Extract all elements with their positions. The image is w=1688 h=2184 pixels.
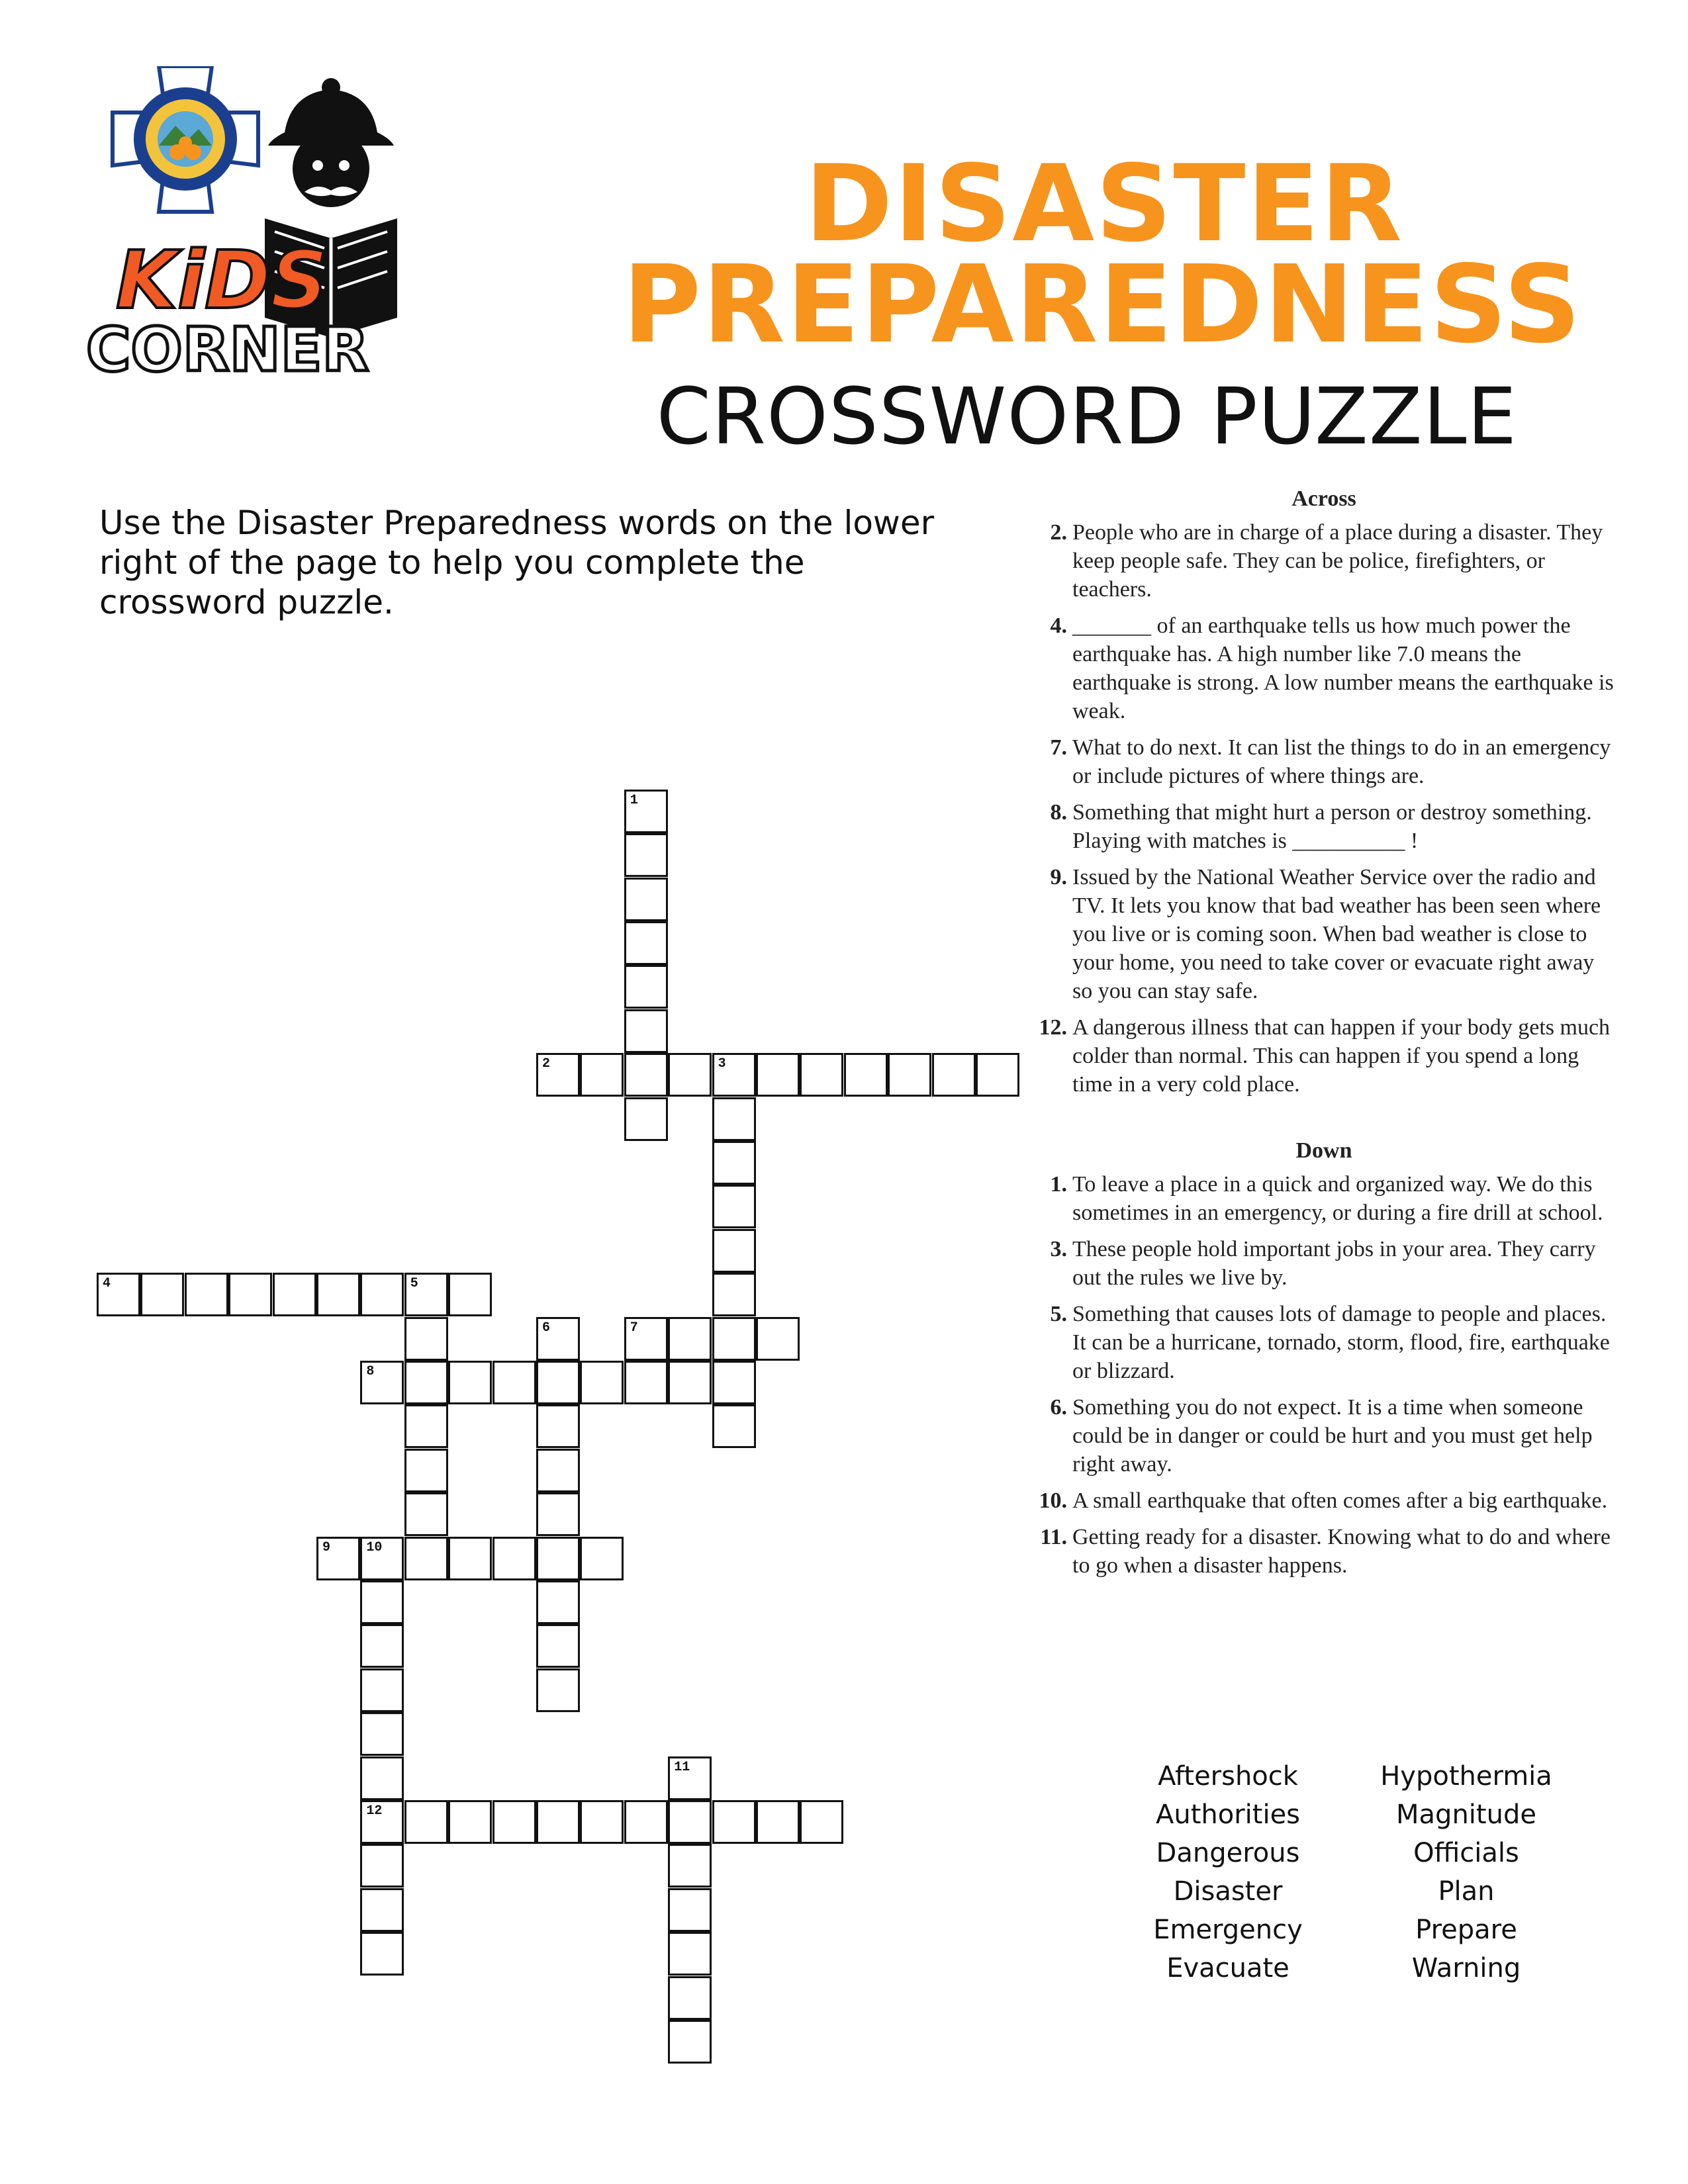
- cell-number: 6: [542, 1320, 551, 1336]
- crossword-cell[interactable]: [360, 1273, 404, 1316]
- cell-number: 8: [366, 1364, 375, 1379]
- crossword-cell[interactable]: [404, 1361, 448, 1404]
- crossword-cell[interactable]: [668, 2020, 712, 2064]
- clue-number: 6.: [1050, 1395, 1067, 1420]
- crossword-cell[interactable]: [580, 1361, 624, 1404]
- crossword-cell[interactable]: [404, 1800, 448, 1844]
- across-clue: [1033, 798, 1615, 855]
- instructions-text: Use the Disaster Preparedness words on the lower right of the page to help you complete the crossword puzzle.: [99, 504, 935, 621]
- word-bank-item: Evacuate: [1166, 1953, 1289, 1983]
- crossword-cell[interactable]: [448, 1361, 492, 1404]
- crossword-cell[interactable]: [536, 1449, 580, 1492]
- clues-panel: [1033, 486, 1615, 1588]
- crossword-cell[interactable]: [668, 1844, 712, 1888]
- across-heading: Across: [1291, 486, 1356, 511]
- crossword-cell[interactable]: [624, 921, 668, 965]
- crossword-cell[interactable]: [800, 1800, 843, 1844]
- clue-text: Issued by the National Weather Service over the radio and TV. It lets you know that bad weather has been seen where you live or is coming soon. When bad weather is close to your home, you need to take cover or evacuate right away so you can stay safe.: [1072, 865, 1601, 1003]
- word-bank-column-2: [1357, 1757, 1575, 1987]
- clue-text: A dangerous illness that can happen if your body gets much colder than normal. This can happen if you spend a long time in a very cold place.: [1072, 1015, 1611, 1097]
- across-clue: [1033, 518, 1615, 604]
- crossword-cell[interactable]: [536, 1537, 580, 1580]
- cell-number: 11: [674, 1759, 690, 1775]
- crossword-cell[interactable]: [712, 1361, 756, 1404]
- crossword-cell[interactable]: [712, 1273, 756, 1316]
- crossword-cell[interactable]: [536, 1492, 580, 1536]
- crossword-cell[interactable]: [536, 1580, 580, 1624]
- cell-number: 9: [322, 1539, 331, 1555]
- down-clue-list: [1033, 1170, 1615, 1580]
- crossword-cell[interactable]: [668, 1800, 712, 1844]
- page-title-line-1: DISASTER: [804, 142, 1403, 265]
- crossword-cell[interactable]: [185, 1273, 228, 1316]
- word-bank-item: Disaster: [1173, 1876, 1283, 1907]
- word-bank-item: Aftershock: [1158, 1761, 1298, 1792]
- crossword-cell[interactable]: [316, 1273, 360, 1316]
- kids-corner-wordmark: [86, 66, 417, 384]
- crossword-cell[interactable]: [624, 1053, 668, 1097]
- crossword-cell[interactable]: [624, 833, 668, 877]
- word-bank-item: Prepare: [1415, 1915, 1517, 1945]
- crossword-cell[interactable]: [668, 1317, 712, 1361]
- crossword-cell[interactable]: [360, 1537, 404, 1580]
- crossword-cell[interactable]: [712, 1404, 756, 1448]
- crossword-cell[interactable]: [404, 1404, 448, 1448]
- crossword-cell[interactable]: [668, 1932, 712, 1976]
- crossword-cell[interactable]: [844, 1053, 888, 1097]
- down-clue: [1033, 1393, 1615, 1479]
- clue-number: 11.: [1040, 1525, 1067, 1549]
- word-bank-column-1: [1119, 1757, 1337, 1987]
- clue-number: 1.: [1050, 1172, 1067, 1197]
- word-bank-item: Authorities: [1155, 1799, 1301, 1830]
- word-bank-item: Plan: [1438, 1876, 1495, 1907]
- crossword-cell[interactable]: [360, 1668, 404, 1712]
- across-clue: [1033, 1013, 1615, 1099]
- crossword-cell[interactable]: [360, 1932, 404, 1976]
- crossword-cell[interactable]: [580, 1537, 624, 1580]
- crossword-cell[interactable]: [712, 1185, 756, 1228]
- clue-text: What to do next. It can list the things to do in an emergency or include pictures of where things are.: [1072, 735, 1611, 788]
- crossword-cell[interactable]: [668, 1976, 712, 2020]
- crossword-cell[interactable]: [624, 965, 668, 1009]
- down-clue: [1033, 1170, 1615, 1227]
- crossword-cell[interactable]: [448, 1537, 492, 1580]
- crossword-cell[interactable]: [404, 1537, 448, 1580]
- crossword-cell[interactable]: [97, 1273, 140, 1316]
- down-clue: [1033, 1300, 1615, 1385]
- crossword-cell[interactable]: [624, 1317, 668, 1361]
- crossword-cell[interactable]: [624, 878, 668, 921]
- crossword-cell[interactable]: [448, 1273, 492, 1316]
- crossword-cell[interactable]: [360, 1888, 404, 1932]
- crossword-cell[interactable]: [580, 1800, 624, 1844]
- clue-number: 4.: [1050, 614, 1067, 638]
- crossword-cell[interactable]: [756, 1800, 800, 1844]
- crossword-cell[interactable]: [712, 1141, 756, 1185]
- crossword-cell[interactable]: [360, 1624, 404, 1668]
- crossword-cell[interactable]: [492, 1800, 536, 1844]
- crossword-cell[interactable]: [756, 1317, 800, 1361]
- crossword-cell[interactable]: [140, 1273, 184, 1316]
- crossword-cell[interactable]: [624, 790, 668, 833]
- crossword-cell[interactable]: [756, 1053, 800, 1097]
- across-clue: [1033, 733, 1615, 790]
- crossword-cell[interactable]: [536, 1404, 580, 1448]
- clue-number: 10.: [1039, 1488, 1067, 1513]
- crossword-cell[interactable]: [404, 1273, 448, 1316]
- clue-text: A small earthquake that often comes after a big earthquake.: [1072, 1488, 1608, 1513]
- clue-text: These people hold important jobs in your area. They carry out the rules we live by.: [1072, 1237, 1596, 1290]
- kids-corner-logo: [86, 66, 417, 384]
- crossword-cell[interactable]: [624, 1361, 668, 1404]
- crossword-cell[interactable]: [316, 1537, 360, 1580]
- crossword-cell[interactable]: [668, 1361, 712, 1404]
- word-bank-item: Officials: [1413, 1838, 1519, 1868]
- across-clue: [1033, 863, 1615, 1005]
- clue-text: Something that might hurt a person or destroy something. Playing with matches is __________ !: [1072, 800, 1592, 853]
- corner-wordmark: CORNER: [86, 314, 369, 384]
- crossword-cell[interactable]: [624, 1097, 668, 1141]
- cell-number: 7: [630, 1320, 638, 1336]
- crossword-cell[interactable]: [668, 1756, 712, 1800]
- across-clue: [1033, 612, 1615, 725]
- crossword-cell[interactable]: [360, 1756, 404, 1800]
- page-title-line-2: PREPAREDNESS: [622, 243, 1582, 367]
- crossword-cell[interactable]: [536, 1317, 580, 1361]
- cell-number: 3: [718, 1056, 726, 1072]
- crossword-cell[interactable]: [580, 1053, 624, 1097]
- crossword-cell[interactable]: [712, 1229, 756, 1273]
- crossword-cell[interactable]: [624, 1009, 668, 1053]
- clue-number: 12.: [1039, 1015, 1067, 1040]
- cell-number: 12: [366, 1803, 383, 1819]
- page-subtitle: CROSSWORD PUZZLE: [656, 371, 1517, 462]
- cell-number: 1: [630, 792, 638, 808]
- crossword-cell[interactable]: [668, 1888, 712, 1932]
- clue-number: 8.: [1050, 800, 1067, 825]
- crossword-cell[interactable]: [360, 1361, 404, 1404]
- cell-number: 2: [542, 1056, 551, 1072]
- crossword-cell[interactable]: [712, 1800, 756, 1844]
- crossword-cell[interactable]: [536, 1668, 580, 1712]
- clue-text: Something that causes lots of damage to people and places. It can be a hurricane, tornado, storm, flood, fire, earthquake or blizzard.: [1072, 1302, 1610, 1383]
- word-bank-item: Emergency: [1153, 1915, 1303, 1945]
- kids-wordmark: KiDS: [116, 235, 328, 327]
- cell-number: 5: [410, 1276, 418, 1292]
- crossword-cell[interactable]: [492, 1361, 536, 1404]
- crossword-cell[interactable]: [360, 1580, 404, 1624]
- down-clue: [1033, 1523, 1615, 1580]
- crossword-cell[interactable]: [668, 1053, 712, 1097]
- word-bank-item: Magnitude: [1396, 1799, 1536, 1830]
- word-bank-item: Warning: [1411, 1953, 1521, 1983]
- crossword-cell[interactable]: [712, 1097, 756, 1141]
- crossword-cell[interactable]: [800, 1053, 843, 1097]
- crossword-cell[interactable]: [976, 1053, 1019, 1097]
- crossword-cell[interactable]: [536, 1800, 580, 1844]
- crossword-cell[interactable]: [932, 1053, 976, 1097]
- crossword-cell[interactable]: [536, 1624, 580, 1668]
- crossword-cell[interactable]: [404, 1492, 448, 1536]
- clue-text: To leave a place in a quick and organized way. We do this sometimes in an emergency, or during a fire drill at school.: [1072, 1172, 1603, 1225]
- down-clue: [1033, 1235, 1615, 1292]
- cell-number: 4: [103, 1276, 111, 1292]
- crossword-cell[interactable]: [624, 1800, 668, 1844]
- word-bank-item: Dangerous: [1156, 1838, 1300, 1868]
- crossword-cell[interactable]: [712, 1053, 756, 1097]
- crossword-cell[interactable]: [360, 1800, 404, 1844]
- clue-text: _______ of an earthquake tells us how much power the earthquake has. A high number like 7.0 means the earthquake is strong. A low number means the earthquake is weak.: [1072, 614, 1614, 723]
- crossword-cell[interactable]: [228, 1273, 272, 1316]
- clue-number: 9.: [1050, 865, 1067, 889]
- clue-number: 5.: [1050, 1302, 1067, 1326]
- crossword-cell[interactable]: [404, 1317, 448, 1361]
- clue-number: 2.: [1050, 520, 1067, 545]
- clue-text: Something you do not expect. It is a time when someone could be in danger or could be hurt and you must get help right away.: [1072, 1395, 1593, 1477]
- crossword-cell[interactable]: [273, 1273, 316, 1316]
- crossword-cell[interactable]: [448, 1800, 492, 1844]
- crossword-cell[interactable]: [360, 1712, 404, 1756]
- word-bank-item: Hypothermia: [1380, 1761, 1552, 1792]
- crossword-cell[interactable]: [712, 1317, 756, 1361]
- crossword-cell[interactable]: [888, 1053, 931, 1097]
- across-clue-list: [1033, 518, 1615, 1099]
- cell-number: 10: [366, 1539, 383, 1555]
- clue-text: Getting ready for a disaster. Knowing what to do and where to go when a disaster happens.: [1072, 1525, 1611, 1578]
- crossword-cell[interactable]: [492, 1537, 536, 1580]
- clue-number: 3.: [1050, 1237, 1067, 1261]
- clue-number: 7.: [1050, 735, 1067, 760]
- crossword-cell[interactable]: [536, 1361, 580, 1404]
- clue-text: People who are in charge of a place during a disaster. They keep people safe. They can be police, firefighters, or teachers.: [1072, 520, 1603, 602]
- down-clue: [1033, 1486, 1615, 1515]
- crossword-cell[interactable]: [404, 1449, 448, 1492]
- crossword-cell[interactable]: [536, 1053, 580, 1097]
- down-heading: Down: [1295, 1138, 1352, 1163]
- crossword-cell[interactable]: [360, 1844, 404, 1888]
